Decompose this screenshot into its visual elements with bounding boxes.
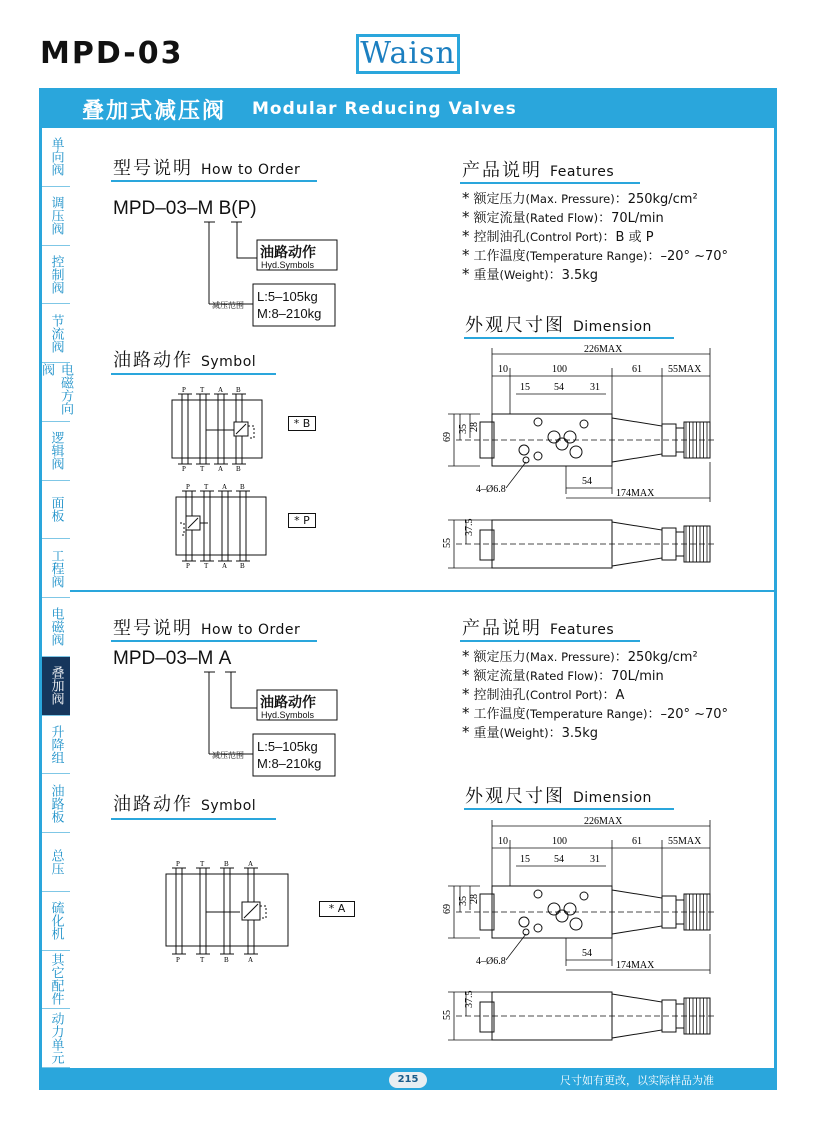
- feature-name-en: (Weight): [499, 268, 549, 282]
- port-label: P: [186, 562, 190, 568]
- heading-underline: [460, 182, 640, 184]
- hydraulic-symbol-p: [172, 483, 272, 568]
- feature-item: [462, 722, 772, 741]
- dimension-label: 54: [582, 948, 592, 959]
- port-label: A: [222, 562, 228, 568]
- hydraulic-symbol-a: [162, 858, 292, 962]
- sidebar-item[interactable]: 面板: [42, 481, 70, 540]
- symbol-heading-en: Symbol: [201, 354, 257, 370]
- feature-value: ：250kg/cm²: [614, 192, 698, 207]
- sidebar-item[interactable]: 控制阀: [42, 246, 70, 305]
- drawing-body: [684, 998, 710, 1034]
- feature-name-en: (Max. Pressure): [525, 192, 615, 206]
- dimension-label: 55MAX: [668, 836, 702, 847]
- port-label: B: [236, 386, 241, 394]
- sidebar-item[interactable]: 升降组: [42, 716, 70, 775]
- section-divider: [70, 590, 777, 592]
- symbol-code-a: * A: [319, 901, 355, 917]
- port-hole: [580, 892, 588, 900]
- symbol-code-text: P: [303, 514, 310, 527]
- feature-name-en: (Weight): [499, 726, 549, 740]
- range-m: M:8–210kg: [257, 756, 322, 771]
- bullet-star-icon: *: [462, 189, 470, 207]
- dimension-label: 37.5: [464, 990, 475, 1008]
- heading-underline: [460, 640, 640, 642]
- bullet-star-icon: *: [462, 704, 470, 722]
- dimension-label: 54: [554, 382, 564, 393]
- feature-value: ：3.5kg: [548, 268, 599, 283]
- feature-item: [462, 264, 772, 283]
- feature-item: [462, 684, 772, 703]
- port-hole: [534, 452, 542, 460]
- feature-name-en: (Max. Pressure): [525, 650, 615, 664]
- sidebar-item[interactable]: 电磁阀: [42, 598, 70, 657]
- drawing-body: [684, 894, 710, 930]
- dimension-label: 10: [498, 364, 508, 375]
- title-en: Modular Reducing Valves: [252, 99, 517, 119]
- feature-name: 重量: [473, 268, 500, 283]
- dimension-label: 100: [552, 364, 567, 375]
- port-label: B: [236, 465, 241, 471]
- features-heading: [462, 156, 614, 182]
- feature-value: ：70L/min: [598, 211, 664, 226]
- port-label: A: [248, 956, 254, 962]
- hyd-symbols-en: Hyd.Symbols: [261, 710, 315, 720]
- symbol-heading-en: Symbol: [201, 798, 257, 814]
- port-label: P: [186, 483, 190, 491]
- order-heading-en: How to Order: [201, 162, 301, 178]
- features-heading: [462, 614, 614, 640]
- port-hole: [519, 445, 529, 455]
- sidebar-item[interactable]: 电磁方向阀: [42, 363, 70, 422]
- sidebar-item[interactable]: 油路板: [42, 774, 70, 833]
- dimension-drawing: [436, 814, 726, 1052]
- heading-underline: [111, 818, 276, 820]
- heading-underline: [111, 373, 276, 375]
- feature-name-en: (Temperature Range): [525, 249, 648, 263]
- hydraulic-symbol-b: [168, 386, 268, 471]
- features-heading-cn: 产品说明: [462, 618, 542, 639]
- feature-item: [462, 703, 772, 722]
- dimension-label: 100: [552, 836, 567, 847]
- sidebar-item[interactable]: 单向阀: [42, 128, 70, 187]
- range-label: 减压范围: [212, 751, 244, 760]
- hyd-symbols-cn: 油路动作: [260, 245, 316, 261]
- dimension-label: 28: [469, 422, 480, 432]
- port-hole: [564, 431, 576, 443]
- feature-item: [462, 188, 772, 207]
- feature-value: ：250kg/cm²: [614, 650, 698, 665]
- features-list: [462, 188, 772, 283]
- heading-underline: [464, 337, 674, 339]
- dimension-heading-cn: 外观尺寸图: [465, 786, 565, 807]
- dimension-heading-en: Dimension: [573, 319, 652, 335]
- range-m: M:8–210kg: [257, 306, 322, 321]
- port-label: P: [182, 386, 186, 394]
- dimension-label: 174MAX: [616, 488, 655, 499]
- port-hole: [570, 446, 582, 458]
- feature-value: ：B 或 P: [602, 230, 654, 245]
- port-label: P: [182, 465, 186, 471]
- dimension-label: 61: [632, 364, 642, 375]
- feature-value: ：–20° ~70°: [647, 707, 729, 722]
- feature-name: 额定压力: [473, 650, 526, 665]
- port-label: T: [200, 860, 205, 868]
- feature-name: 控制油孔: [473, 688, 526, 703]
- range-l: L:5–105kg: [257, 739, 318, 754]
- heading-underline: [111, 180, 317, 182]
- features-heading-cn: 产品说明: [462, 160, 542, 181]
- port-hole: [534, 924, 542, 932]
- order-heading: [113, 154, 300, 180]
- feature-name-en: (Rated Flow): [525, 669, 599, 683]
- drawing-body: [684, 526, 710, 562]
- feature-item: [462, 207, 772, 226]
- port-label: T: [200, 465, 205, 471]
- dimension-label: 226MAX: [584, 344, 623, 355]
- port-hole: [570, 918, 582, 930]
- symbol-heading: [113, 346, 256, 372]
- features-heading-en: Features: [550, 164, 615, 180]
- dimension-label: 54: [582, 476, 592, 487]
- port-label: T: [204, 483, 209, 491]
- order-heading: [113, 614, 300, 640]
- port-label: T: [200, 956, 205, 962]
- feature-name-en: (Control Port): [525, 230, 603, 244]
- order-heading-cn: 型号说明: [113, 158, 193, 179]
- sidebar-item[interactable]: 硫化机: [42, 892, 70, 951]
- dimension-label: 31: [590, 854, 600, 865]
- dimension-heading: [465, 782, 652, 808]
- port-hole: [548, 903, 560, 915]
- page-number: 215: [389, 1072, 427, 1088]
- dimension-heading-en: Dimension: [573, 790, 652, 806]
- order-code-base: MPD–03–M: [113, 648, 214, 669]
- bullet-star-icon: *: [462, 246, 470, 264]
- order-code-suffix: B(P): [218, 198, 257, 219]
- sidebar-item[interactable]: 调压阀: [42, 187, 70, 246]
- order-code: [113, 648, 231, 670]
- feature-value: ：70L/min: [598, 669, 664, 684]
- dimension-label: 69: [442, 432, 453, 442]
- dimension-heading-cn: 外观尺寸图: [465, 315, 565, 336]
- range-label: 减压范围: [212, 301, 244, 310]
- port-label: T: [204, 562, 209, 568]
- dimension-label: 69: [442, 904, 453, 914]
- feature-name: 额定流量: [473, 669, 526, 684]
- feature-name-en: (Temperature Range): [525, 707, 648, 721]
- symbol-code-text: A: [337, 902, 346, 915]
- hyd-symbols-en: Hyd.Symbols: [261, 260, 315, 270]
- feature-name: 额定压力: [473, 192, 526, 207]
- port-hole: [534, 418, 542, 426]
- pressure-ranges: [257, 288, 321, 322]
- feature-item: [462, 646, 772, 665]
- order-heading-cn: 型号说明: [113, 618, 193, 639]
- heading-underline: [111, 640, 317, 642]
- port-hole: [556, 438, 568, 450]
- sidebar-item[interactable]: 叠加阀: [42, 657, 70, 716]
- order-code-base: MPD–03–M: [113, 198, 214, 219]
- dimension-label: 28: [469, 894, 480, 904]
- dimension-label: 54: [554, 854, 564, 865]
- feature-value: ：–20° ~70°: [647, 249, 729, 264]
- bullet-star-icon: *: [462, 666, 470, 684]
- category-sidebar: [39, 128, 73, 1068]
- order-code-suffix: A: [218, 648, 232, 669]
- features-list: [462, 646, 772, 741]
- port-hole: [580, 420, 588, 428]
- feature-name: 额定流量: [473, 211, 526, 226]
- port-label: B: [240, 483, 245, 491]
- port-label: B: [224, 860, 229, 868]
- symbol-heading-cn: 油路动作: [113, 794, 193, 815]
- port-label: A: [218, 386, 224, 394]
- port-hole: [519, 917, 529, 927]
- bullet-star-icon: *: [462, 227, 470, 245]
- dimension-heading: [465, 311, 652, 337]
- bullet-star-icon: *: [462, 265, 470, 283]
- dimension-label: 15: [520, 382, 530, 393]
- dimension-drawing: [436, 342, 726, 577]
- feature-name: 重量: [473, 726, 500, 741]
- port-label: B: [240, 562, 245, 568]
- dimension-label: 15: [520, 854, 530, 865]
- order-heading-en: How to Order: [201, 622, 301, 638]
- sidebar-item[interactable]: 节流阀: [42, 304, 70, 363]
- symbol-heading: [113, 790, 256, 816]
- port-hole: [564, 903, 576, 915]
- bullet-star-icon: *: [462, 723, 470, 741]
- pressure-ranges: [257, 738, 321, 772]
- port-hole: [548, 431, 560, 443]
- sidebar-item[interactable]: 逻辑阀: [42, 422, 70, 481]
- model-number: MPD-03: [40, 36, 184, 71]
- range-l: L:5–105kg: [257, 289, 318, 304]
- feature-item: [462, 245, 772, 264]
- feature-name: 控制油孔: [473, 230, 526, 245]
- dimension-label: 4–Ø6.8: [476, 956, 506, 967]
- port-hole: [556, 910, 568, 922]
- dimension-label: 226MAX: [584, 816, 623, 827]
- dimension-label: 4–Ø6.8: [476, 484, 506, 495]
- symbol-code-b: * B: [288, 416, 316, 431]
- brand-logo: [356, 34, 460, 74]
- port-label: P: [176, 956, 180, 962]
- feature-value: ：A: [602, 688, 625, 703]
- hyd-symbols-cn: 油路动作: [260, 695, 316, 711]
- dimension-label: 35: [458, 896, 469, 906]
- port-hole: [534, 890, 542, 898]
- feature-name: 工作温度: [473, 707, 526, 722]
- brand-logo-text: Waisn: [360, 36, 456, 71]
- sidebar-item[interactable]: 工程阀: [42, 539, 70, 598]
- port-label: B: [224, 956, 229, 962]
- feature-value: ：3.5kg: [548, 726, 599, 741]
- dimension-label: 61: [632, 836, 642, 847]
- heading-underline: [464, 808, 674, 810]
- footer-note: 尺寸如有更改，以实际样品为准: [560, 1074, 714, 1087]
- bullet-star-icon: *: [462, 208, 470, 226]
- symbol-code-text: B: [302, 417, 311, 430]
- bullet-star-icon: *: [462, 647, 470, 665]
- features-heading-en: Features: [550, 622, 615, 638]
- dimension-label: 55MAX: [668, 364, 702, 375]
- dimension-label: 37.5: [464, 518, 475, 536]
- drawing-body: [684, 422, 710, 458]
- feature-item: [462, 226, 772, 245]
- order-code: [113, 198, 257, 220]
- sidebar-item[interactable]: 总压: [42, 833, 70, 892]
- port-label: T: [200, 386, 205, 394]
- symbol-code-p: * P: [288, 513, 316, 528]
- symbol-heading-cn: 油路动作: [113, 350, 193, 371]
- dimension-label: 55: [442, 1010, 453, 1020]
- port-label: A: [218, 465, 224, 471]
- dimension-label: 55: [442, 538, 453, 548]
- title-cn: 叠加式减压阀: [82, 99, 227, 124]
- sidebar-item[interactable]: 动力单元: [42, 1009, 70, 1068]
- sidebar-item[interactable]: 其它配件: [42, 951, 70, 1010]
- feature-name-en: (Rated Flow): [525, 211, 599, 225]
- bullet-star-icon: *: [462, 685, 470, 703]
- dimension-label: 10: [498, 836, 508, 847]
- dimension-label: 31: [590, 382, 600, 393]
- feature-name: 工作温度: [473, 249, 526, 264]
- feature-item: [462, 665, 772, 684]
- dimension-label: 35: [458, 424, 469, 434]
- feature-name-en: (Control Port): [525, 688, 603, 702]
- port-label: A: [248, 860, 254, 868]
- port-label: A: [222, 483, 228, 491]
- port-label: P: [176, 860, 180, 868]
- dimension-label: 174MAX: [616, 960, 655, 971]
